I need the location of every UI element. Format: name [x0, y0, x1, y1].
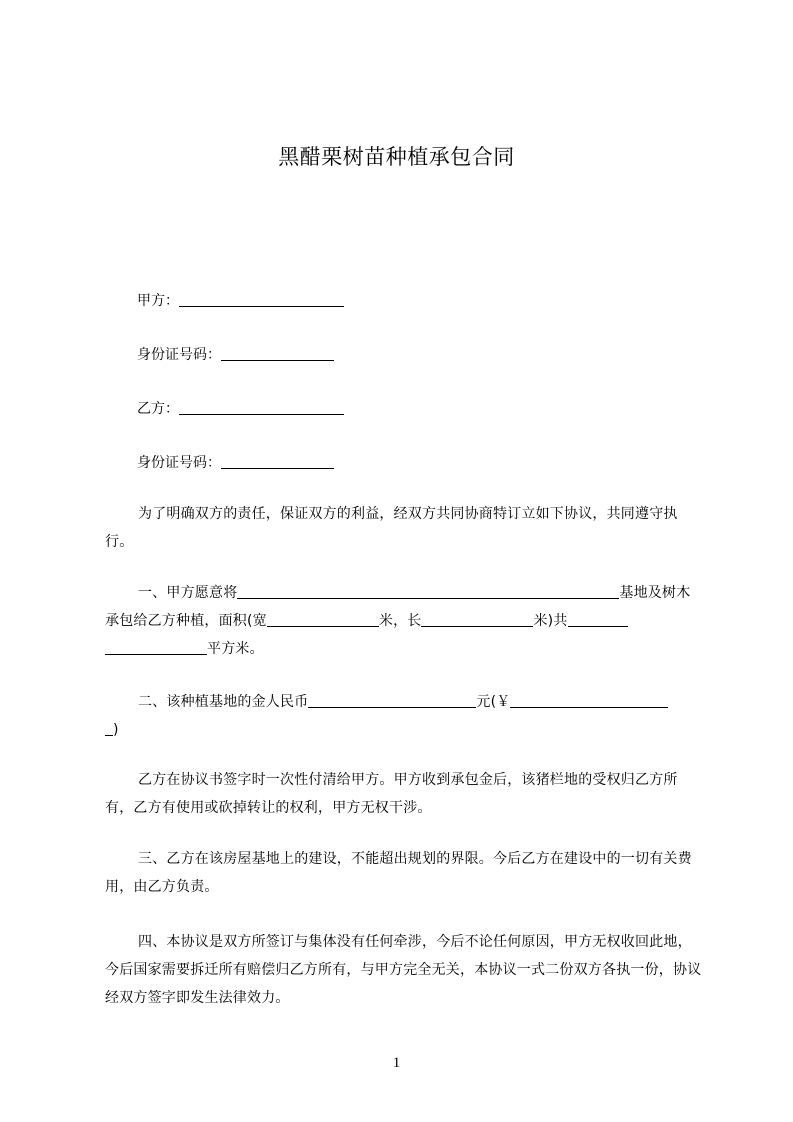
intro-paragraph — [105, 500, 703, 556]
clause-4 — [105, 928, 703, 1012]
clause-2-amount-blank-2 — [105, 720, 113, 736]
party-a-id-label: 身份证号码： — [137, 347, 221, 363]
clause-1-base-blank — [237, 583, 619, 599]
clause-2-continued-text: 乙方在协议书签字时一次性付清给甲方。甲方收到承包金后，该猪栏地的受权归乙方所有，乙方有使用或砍掉转让的权利，甲方无权干涉。 — [105, 772, 678, 816]
page-number: 1 — [392, 1055, 401, 1071]
party-a-label: 甲方： — [137, 293, 179, 309]
party-a-id-blank — [221, 345, 334, 361]
clause-2-rmb-blank — [308, 692, 476, 708]
clause-3-text: 三、乙方在该房屋基地上的建设，不能超出规划的界限。今后乙方在建设中的一切有关费用，由乙方负责。 — [105, 851, 692, 895]
document-title: 黑醋栗树苗种植承包合同 — [278, 145, 515, 169]
clause-2-continued — [105, 766, 703, 822]
party-b-label: 乙方： — [137, 401, 179, 417]
party-a-id-field — [137, 345, 334, 365]
clause-1-text-e: 平方米。 — [207, 641, 264, 657]
clause-1-area-blank-2 — [105, 639, 207, 655]
clause-4-text: 四、本协议是双方所签订与集体没有任何牵涉，今后不论任何原因，甲方无权收回此地，今后国家需要拆迁所有赔偿归乙方所有，与甲方完全无关，本协议一式二份双方各执一份，协议经双方签字即发生法律效力。 — [105, 934, 702, 1006]
clause-2-amount-blank — [510, 692, 668, 708]
clause-1-area-blank-1 — [568, 611, 628, 627]
party-a-field — [137, 291, 344, 311]
clause-1-length-blank — [421, 611, 533, 627]
clause-1-text-c: 米，长 — [378, 613, 422, 629]
clause-2 — [105, 688, 703, 744]
party-b-blank — [179, 399, 344, 415]
clause-2-text-b: 元(￥ — [476, 694, 511, 710]
party-b-id-blank — [221, 453, 334, 469]
party-b-id-field — [137, 453, 334, 473]
clause-3 — [105, 845, 703, 901]
clause-1 — [105, 579, 703, 663]
clause-1-width-blank — [267, 611, 379, 627]
party-b-field — [137, 399, 344, 419]
party-a-blank — [179, 291, 344, 307]
clause-1-text-d: 米)共 — [533, 613, 568, 629]
clause-1-text-b: 基地及树木承包给乙方种植，面积(宽 — [105, 585, 691, 629]
clause-2-text-c: ) — [113, 722, 119, 738]
intro-text: 为了明确双方的责任，保证双方的利益，经双方共同协商特订立如下协议，共同遵守执行。 — [105, 506, 678, 550]
party-b-id-label: 身份证号码： — [137, 455, 221, 471]
clause-1-text-a: 一、甲方愿意将 — [138, 585, 238, 601]
clause-2-text-a: 二、该种植基地的金人民币 — [138, 694, 309, 710]
